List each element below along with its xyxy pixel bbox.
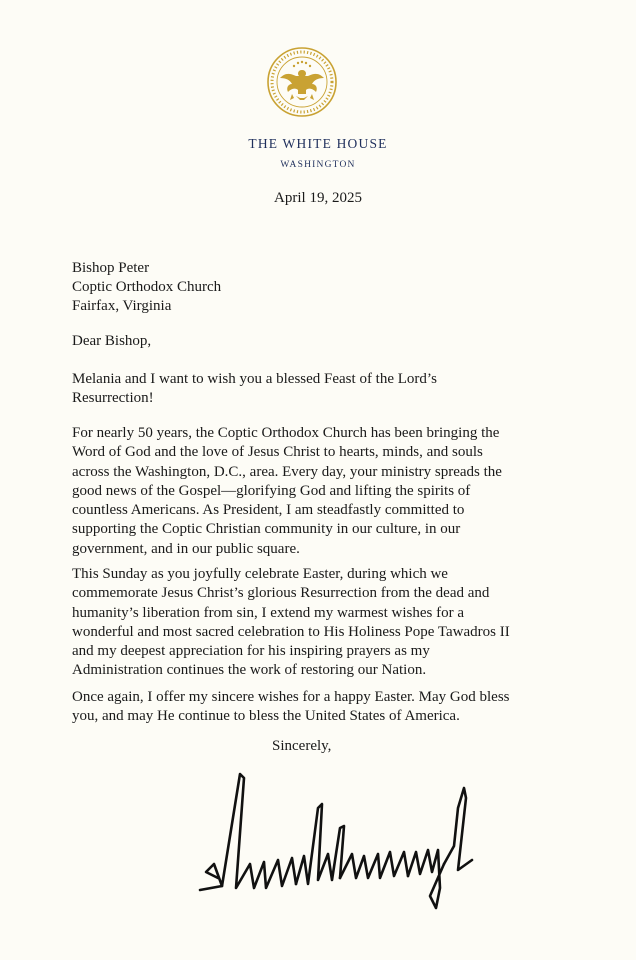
- paragraph-line: humanity’s liberation from sin, I extend my warmest wishes for a: [72, 604, 464, 621]
- paragraph-line: Melania and I want to wish you a blessed Feast of the Lord’s: [72, 371, 437, 387]
- presidential-seal-icon: [266, 46, 338, 118]
- paragraph-line: you, and may He continue to bless the United States of America.: [72, 708, 460, 725]
- handwritten-signature-icon: [192, 768, 482, 918]
- paragraph-line: and my deepest appreciation for his inspiring prayers as my: [72, 643, 430, 660]
- paragraph-line: Word of God and the love of Jesus Christ to hearts, minds, and souls: [72, 444, 483, 461]
- recipient-name: Bishop Peter: [72, 260, 150, 276]
- paragraph-line: Administration continues the work of restoring our Nation.: [72, 662, 427, 679]
- paragraph-line: commemorate Jesus Christ’s glorious Resurrection from the dead and: [72, 585, 490, 602]
- body-paragraph-2: [72, 424, 592, 559]
- paragraph-line: government, and in our public square.: [72, 540, 300, 557]
- letter-date: April 19, 2025: [274, 190, 362, 206]
- paragraph-line: Once again, I offer my sincere wishes for a happy Easter. May God bless: [72, 689, 510, 705]
- letterhead-location: WASHINGTON: [280, 160, 356, 170]
- recipient-organization: Coptic Orthodox Church: [72, 279, 222, 295]
- paragraph-line: wonderful and most sacred celebration to His Holiness Pope Tawadros II: [72, 623, 510, 640]
- paragraph-line: This Sunday as you joyfully celebrate Easter, during which we: [72, 566, 448, 582]
- letterhead-title: THE WHITE HOUSE: [248, 136, 388, 151]
- body-paragraph-3: [72, 565, 592, 681]
- recipient-address: [72, 259, 221, 316]
- closing: Sincerely,: [272, 738, 332, 754]
- paragraph-line: supporting the Coptic Christian community in our culture, in our: [72, 521, 461, 538]
- paragraph-line: across the Washington, D.C., area. Every day, your ministry spreads the: [72, 463, 502, 480]
- paragraph-line: good news of the Gospel—glorifying God and lifting the spirits of: [72, 482, 471, 499]
- body-paragraph-4: [72, 688, 592, 727]
- paragraph-line: For nearly 50 years, the Coptic Orthodox Church has been bringing the: [72, 425, 500, 441]
- body-paragraph-1: [72, 370, 592, 409]
- recipient-location: Fairfax, Virginia: [72, 298, 172, 314]
- paragraph-line: countless Americans. As President, I am steadfastly committed to: [72, 502, 465, 519]
- salutation: Dear Bishop,: [72, 333, 152, 349]
- paragraph-line: Resurrection!: [72, 390, 154, 407]
